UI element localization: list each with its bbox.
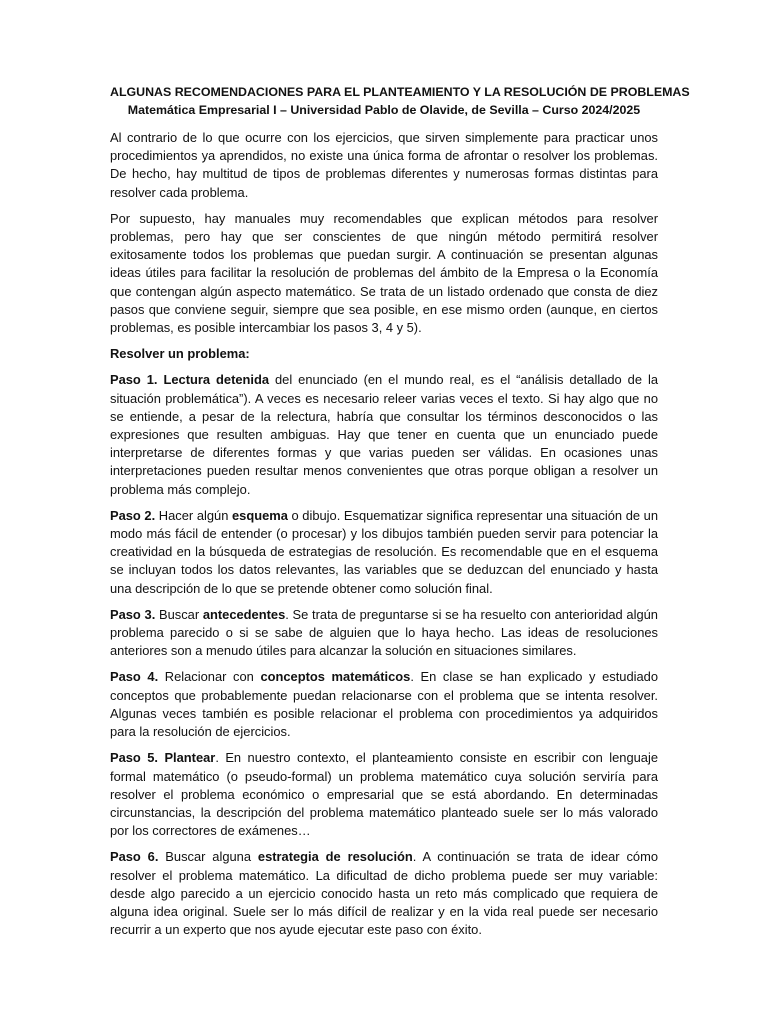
step-text-pre: Hacer algún	[155, 507, 232, 523]
step-keyword: antecedentes	[202, 606, 286, 622]
step-text-pre: Buscar alguna	[158, 849, 258, 865]
title-line-1: ALGUNAS RECOMENDACIONES PARA EL PLANTEAMIENTO Y LA RESOLUCIÓN DE PROBLEMAS	[110, 85, 690, 99]
step-keyword: estrategia de resolución	[257, 849, 413, 865]
step-label: Paso 3.	[110, 606, 156, 622]
step-text: . En nuestro contexto, el planteamiento consiste en escribir con lenguaje formal matemático (o pseudo-formal) un problema matemático cuya solución serviría para resolver el problema económico o empresarial que se está abordando. En determinadas circunstancias, la descripción del problema matemático planteado suele ser lo más valorado por los correctores de exámenes…	[110, 750, 658, 839]
step-text: del enunciado (en el mundo real, es el “análisis detallado de la situación problemática”). A veces es necesario releer varias veces el texto. Si hay algo que no se entiende, a pesar de la relectura, habría que consultar los términos desconocidos o las expresiones que resulten ambiguas. Hay que tener en cuenta que un enunciado puede interpretarse de diferentes formas y que varias pueden ser válidas. En ocasiones unas interpretaciones pueden resultar menos convenientes que otras porque obligan a resolver un problema más complejo.	[110, 372, 658, 497]
intro-paragraph-2: Por supuesto, hay manuales muy recomendables que explican métodos para resolver problemas, pero hay que ser conscientes de que ningún método permitirá resolver exitosamente todos los problemas que puedan surgir. A continuación se presentan algunas ideas útiles para facilitar la resolución de problemas del ámbito de la Empresa o la Economía que contengan algún aspecto matemático. Se trata de un listado ordenado que consta de diez pasos que conviene seguir, siempre que sea posible, en ese mismo orden (aunque, en ciertos problemas, es posible intercambiar los pasos 3, 4 y 5).	[110, 210, 658, 336]
step-keyword: Plantear	[164, 750, 216, 766]
step-text: . En clase se han explicado y estudiado conceptos que probablemente puedan relacionarse con el problema que se intenta resolver. Algunas veces también es posible relacionar el problema con procedimientos ya adquiridos para la resolución de ejercicios.	[110, 669, 658, 740]
step-keyword: esquema	[231, 507, 288, 523]
section-heading: Resolver un problema:	[110, 346, 250, 362]
step-text-pre: Relacionar con	[158, 669, 261, 685]
step-paragraph-2	[110, 507, 658, 598]
step-text: . A continuación se trata de idear cómo resolver el problema matemático. La dificultad de dicho problema puede ser muy variable: desde algo parecido a un ejercicio conocido hasta un reto más complicado que requiera de alguna idea original. Suele ser lo más difícil de realizar y en la vida real puede ser necesario recurrir a un experto que nos ayude ejecutar este paso con éxito.	[110, 849, 658, 938]
step-text: o dibujo. Esquematizar significa representar una situación de un modo más fácil de entender (o procesar) y los dibujos también pueden servir para potenciar la creatividad en la búsqueda de estrategias de resolución. Es recomendable que en el esquema se incluyan todos los datos relevantes, las variables que se deduzcan del enunciado y hasta una descripción de lo que se pretende obtener como solución final.	[110, 507, 658, 596]
step-label: Paso 6.	[110, 849, 159, 865]
step-label: Paso 1.	[110, 372, 158, 388]
step-keyword: conceptos matemáticos	[260, 669, 411, 685]
step-paragraph-4	[110, 668, 658, 741]
title-line-2: Matemática Empresarial I – Universidad Pablo de Olavide, de Sevilla – Curso 2024/2025	[127, 102, 641, 117]
step-keyword: Lectura detenida	[163, 372, 270, 388]
document-page	[110, 84, 690, 947]
step-text-pre: Buscar	[155, 606, 203, 622]
step-text: . Se trata de preguntarse si se ha resuelto con anterioridad algún problema parecido o si se sabe de alguien que lo haya hecho. Las ideas de resoluciones anteriores son a menudo útiles para alcanzar la solución en situaciones similares.	[110, 606, 658, 659]
step-label: Paso 4.	[110, 669, 159, 685]
step-paragraph-6	[110, 848, 658, 939]
step-paragraph-3	[110, 606, 658, 661]
step-label: Paso 2.	[110, 507, 156, 523]
intro-paragraph-1: Al contrario de lo que ocurre con los ejercicios, que sirven simplemente para practicar unos procedimientos ya aprendidos, no existe una única forma de afrontar o resolver los problemas. De hecho, hay multitud de tipos de problemas diferentes y numerosas formas distintas para resolver cada problema.	[110, 130, 658, 200]
step-paragraph-1	[110, 371, 658, 498]
document-title	[110, 84, 690, 119]
step-paragraph-5	[110, 749, 658, 840]
step-label: Paso 5.	[110, 750, 158, 766]
